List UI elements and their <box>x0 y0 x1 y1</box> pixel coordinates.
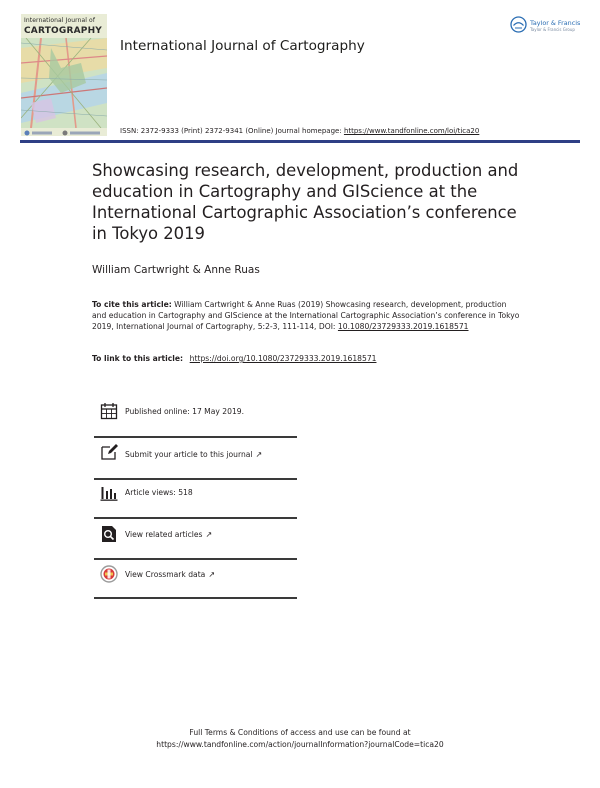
citation-doi-link[interactable]: 10.1080/23729333.2019.1618571 <box>337 322 469 331</box>
metric-submit-label <box>125 450 262 459</box>
metric-views <box>94 479 297 519</box>
cover-publisher-marks <box>23 130 105 136</box>
cover-title-line1: International Journal of <box>24 17 96 24</box>
journal-cover-image <box>21 14 107 136</box>
metric-crossmark-label <box>125 570 215 579</box>
journal-homepage-link[interactable]: https://www.tandfonline.com/loi/tica20 <box>343 127 480 135</box>
issn-text: ISSN: 2372-9333 (Print) 2372-9341 (Online) Journal homepage: <box>120 127 344 135</box>
terms-footer-line1: Full Terms & Conditions of access and use can be found at <box>189 728 411 737</box>
article-link-line <box>92 354 376 363</box>
article-doi-link[interactable]: https://doi.org/10.1080/23729333.2019.1618571 <box>189 354 377 363</box>
cover-title <box>24 16 106 36</box>
citation-block <box>92 299 522 332</box>
article-authors: William Cartwright & Anne Ruas <box>92 264 260 276</box>
publisher-logo-name: Taylor & Francis <box>530 19 581 27</box>
metric-related[interactable] <box>94 519 297 559</box>
external-link-icon: ↗ <box>255 450 263 459</box>
terms-footer <box>0 727 600 751</box>
citation-label: To cite this article: <box>92 300 172 309</box>
edit-icon <box>100 443 118 461</box>
divider <box>94 597 297 599</box>
metric-views-label: Article views: 518 <box>125 488 193 497</box>
external-link-icon: ↗ <box>208 570 216 579</box>
journal-name: International Journal of Cartography <box>120 38 365 54</box>
article-title: Showcasing research, development, production and education in Cartography and GIScience at the International Cartographic Association’s conference in Tokyo 2019 <box>92 161 519 243</box>
bar-chart-icon <box>100 484 118 502</box>
metric-published-label: Published online: 17 May 2019. <box>125 407 245 416</box>
header-divider <box>20 140 580 143</box>
metric-submit[interactable] <box>94 438 297 478</box>
metric-crossmark[interactable] <box>94 559 297 599</box>
cover-title-line2: CARTOGRAPHY <box>24 26 103 36</box>
article-link-label: To link to this article: <box>92 354 186 363</box>
submit-article-link[interactable]: Submit your article to this journal <box>125 450 253 459</box>
publisher-logo[interactable] <box>510 16 584 36</box>
external-link-icon: ↗ <box>205 530 213 539</box>
related-articles-link[interactable]: View related articles <box>125 530 203 539</box>
taylor-francis-logo-icon <box>510 16 527 33</box>
terms-footer-link[interactable]: https://www.tandfonline.com/action/journalInformation?journalCode=tica20 <box>156 740 444 749</box>
crossmark-link[interactable]: View Crossmark data <box>125 570 206 579</box>
issn-line <box>120 127 479 135</box>
citation-text: William Cartwright & Anne Ruas (2019) Showcasing research, development, production and education in Cartography and GIScience at the International Cartographic Association’s conference in Tokyo 2019, International Journal of Cartography, 5:2-3, 111-114, DOI: <box>92 300 520 331</box>
cover-map-illustration <box>21 38 107 128</box>
crossmark-icon <box>100 565 118 583</box>
metric-published <box>94 395 297 435</box>
calendar-icon <box>100 402 118 420</box>
metric-related-label <box>125 530 212 539</box>
search-document-icon <box>100 525 118 543</box>
publisher-logo-subtitle: Taylor & Francis Group <box>530 27 575 32</box>
